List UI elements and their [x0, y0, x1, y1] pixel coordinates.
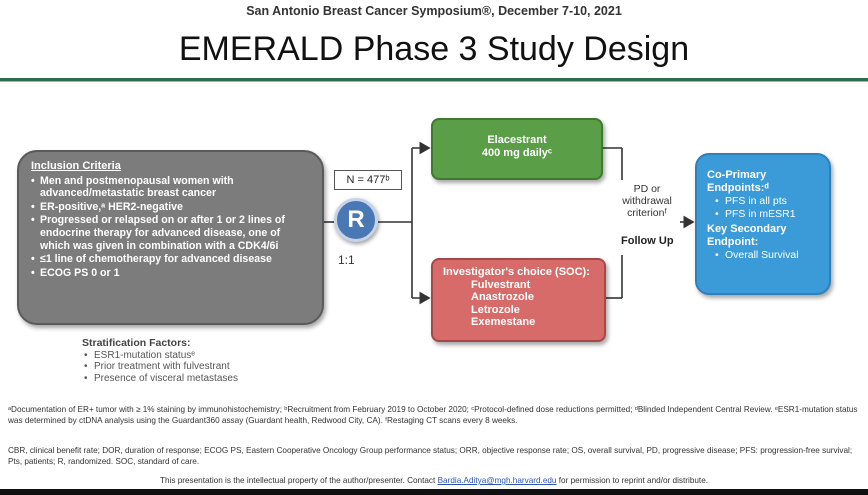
- secondary-endpoint-item: • Overall Survival: [707, 249, 823, 262]
- soc-drug: Exemestane: [471, 316, 536, 328]
- endpoints-box: [695, 153, 831, 295]
- primary-endpoint-item: • PFS in mESR1: [707, 208, 823, 221]
- pd-line: withdrawal: [622, 195, 672, 207]
- stratification-item: • ESR1-mutation statusᵉ: [82, 350, 238, 362]
- stratification-item: • Prior treatment with fulvestrant: [82, 361, 238, 373]
- inclusion-item: • Progressed or relapsed on or after 1 or 2 lines of endocrine therapy for advanced disease, one of which was given in combination with a CDK4/6i: [31, 214, 312, 252]
- inclusion-item: • Men and postmenopausal women with advanced/metastatic breast cancer: [31, 175, 312, 200]
- soc-drug: Letrozole: [471, 303, 520, 316]
- elacestrant-dose: 400 mg dailyᶜ: [481, 147, 553, 159]
- follow-up-label: Follow Up: [621, 235, 674, 247]
- inclusion-item: • ECOG PS 0 or 1: [31, 267, 312, 280]
- pd-line: criterionᶠ: [627, 207, 667, 219]
- stratification-item: • Presence of visceral metastases: [82, 373, 238, 385]
- secondary-endpoint-heading: Key Secondary Endpoint:: [707, 223, 787, 248]
- bottom-bar: [0, 489, 868, 495]
- primary-endpoint-item: • PFS in all pts: [707, 195, 823, 208]
- elacestrant-arm-box: [431, 118, 603, 180]
- inclusion-criteria-box: [17, 150, 324, 325]
- inclusion-item: • ER-positive,ᵃ HER2-negative: [31, 201, 312, 214]
- soc-drug: Fulvestrant: [471, 278, 531, 291]
- slide-title: EMERALD Phase 3 Study Design: [178, 30, 690, 68]
- footnotes: ᵃDocumentation of ER+ tumor with ≥ 1% staining by immunohistochemistry; ᵇRecruitment from February 2019 to October 2020; ᶜProtocol-defined dose reductions permitted; ᵈBlinded Independent Central Review. ᵉESR1-mutation status was determined by ctDNA analysis using the Guardant360 assay (Guardant health, Redwood City, CA). ᶠRestaging CT scans every 8 weeks.: [8, 405, 858, 425]
- contact-email-link[interactable]: Bardia.Aditya@mgh.harvard.edu: [437, 476, 557, 485]
- stratification-factors: [82, 338, 238, 384]
- randomization-ratio: 1:1: [338, 253, 355, 267]
- sample-size-label: N = 477ᵇ: [334, 170, 402, 190]
- primary-endpoints-heading: Co-Primary Endpoints:ᵈ: [707, 169, 769, 194]
- randomization-icon: R: [334, 198, 378, 242]
- soc-heading: Investigator's choice (SOC):: [443, 266, 590, 278]
- soc-drug: Anastrozole: [471, 291, 534, 303]
- inclusion-heading: Inclusion Criteria: [31, 160, 121, 172]
- credit-text: This presentation is the intellectual property of the author/presenter. Contact: [159, 476, 438, 485]
- elacestrant-name: Elacestrant: [487, 134, 547, 146]
- pd-line: PD or: [633, 183, 661, 195]
- soc-arm-box: [431, 258, 606, 342]
- inclusion-item: • ≤1 line of chemotherapy for advanced disease: [31, 253, 312, 266]
- credit-line: [0, 476, 868, 485]
- conference-header: San Antonio Breast Cancer Symposium®, December 7-10, 2021: [246, 4, 622, 18]
- credit-text-end: for permission to reprint and/or distribute.: [556, 476, 709, 485]
- stratification-heading: Stratification Factors:: [82, 337, 191, 349]
- pd-criterion-label: [612, 183, 682, 219]
- abbreviations: CBR, clinical benefit rate; DOR, duration of response; ECOG PS, Eastern Cooperative Oncology Group performance status; ORR, objective response rate; OS, overall survival, PD, progressive disease; PFS: progression-free survival; Pts, patients; R, randomized. SOC, standard of care.: [8, 446, 853, 466]
